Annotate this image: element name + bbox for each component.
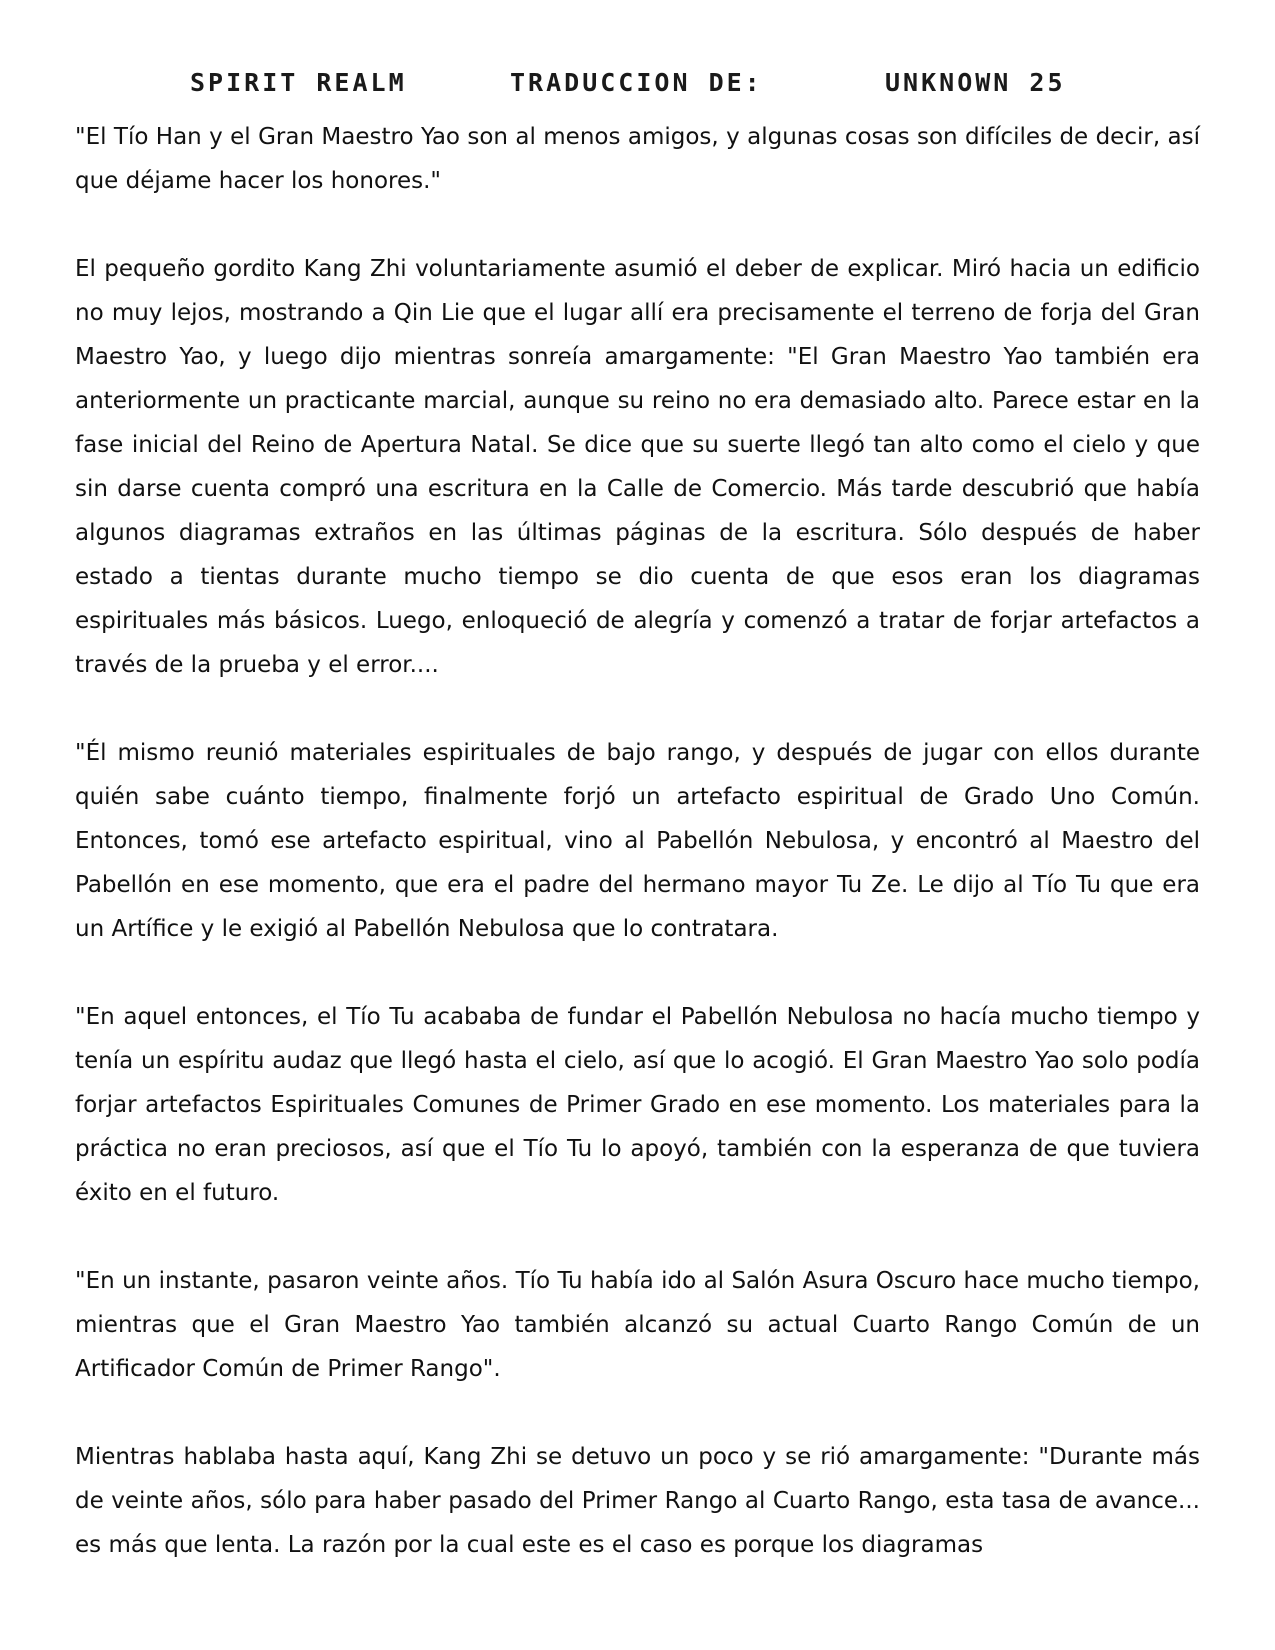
paragraph: Mientras hablaba hasta aquí, Kang Zhi se detuvo un poco y se rió amargamente: "Durante más de veinte años, sólo para haber pasado del Primer Rango al Cuarto Rango, esta tasa de avance... es más que lenta. La razón por la cual este es el caso es porque los diagramas	[75, 1444, 1200, 1558]
page-header	[0, 68, 1275, 108]
paragraph: El pequeño gordito Kang Zhi voluntariamente asumió el deber de explicar. Miró hacia un edificio no muy lejos, mostrando a Qin Lie que el lugar allí era precisamente el terreno de forja del Gran Maestro Yao, y luego dijo mientras sonreía amargamente: "El Gran Maestro Yao también era anteriormente un practicante marcial, aunque su reino no era demasiado alto. Parece estar en la fase inicial del Reino de Apertura Natal. Se dice que su suerte llegó tan alto como el cielo y que sin darse cuenta compró una escritura en la Calle de Comercio. Más tarde descubrió que había algunos diagramas extraños en las últimas páginas de la escritura. Sólo después de haber estado a tientas durante mucho tiempo se dio cuenta de que esos eran los diagramas espirituales más básicos. Luego, enloqueció de alegría y comenzó a tratar de forjar artefactos a través de la prueba y el error....	[75, 256, 1200, 678]
header-translator: UNKNOWN 25	[885, 68, 1066, 97]
paragraph: "Él mismo reunió materiales espirituales de bajo rango, y después de jugar con ellos durante quién sabe cuánto tiempo, finalmente forjó un artefacto espiritual de Grado Uno Común. Entonces, tomó ese artefacto espiritual, vino al Pabellón Nebulosa, y encontró al Maestro del Pabellón en ese momento, que era el padre del hermano mayor Tu Ze. Le dijo al Tío Tu que era un Artífice y le exigió al Pabellón Nebulosa que lo contratara.	[75, 740, 1200, 942]
paragraph: "En aquel entonces, el Tío Tu acababa de fundar el Pabellón Nebulosa no hacía mucho tiempo y tenía un espíritu audaz que llegó hasta el cielo, así que lo acogió. El Gran Maestro Yao solo podía forjar artefactos Espirituales Comunes de Primer Grado en ese momento. Los materiales para la práctica no eran preciosos, así que el Tío Tu lo apoyó, también con la esperanza de que tuviera éxito en el futuro.	[75, 1004, 1200, 1206]
document-body	[75, 115, 1200, 1611]
header-translation-label: TRADUCCION DE:	[510, 68, 763, 97]
paragraph: "En un instante, pasaron veinte años. Tío Tu había ido al Salón Asura Oscuro hace mucho tiempo, mientras que el Gran Maestro Yao también alcanzó su actual Cuarto Rango Común de un Artificador Común de Primer Rango".	[75, 1268, 1200, 1382]
paragraph: "El Tío Han y el Gran Maestro Yao son al menos amigos, y algunas cosas son difíciles de decir, así que déjame hacer los honores."	[75, 124, 1200, 194]
header-title: SPIRIT REALM	[190, 68, 407, 97]
